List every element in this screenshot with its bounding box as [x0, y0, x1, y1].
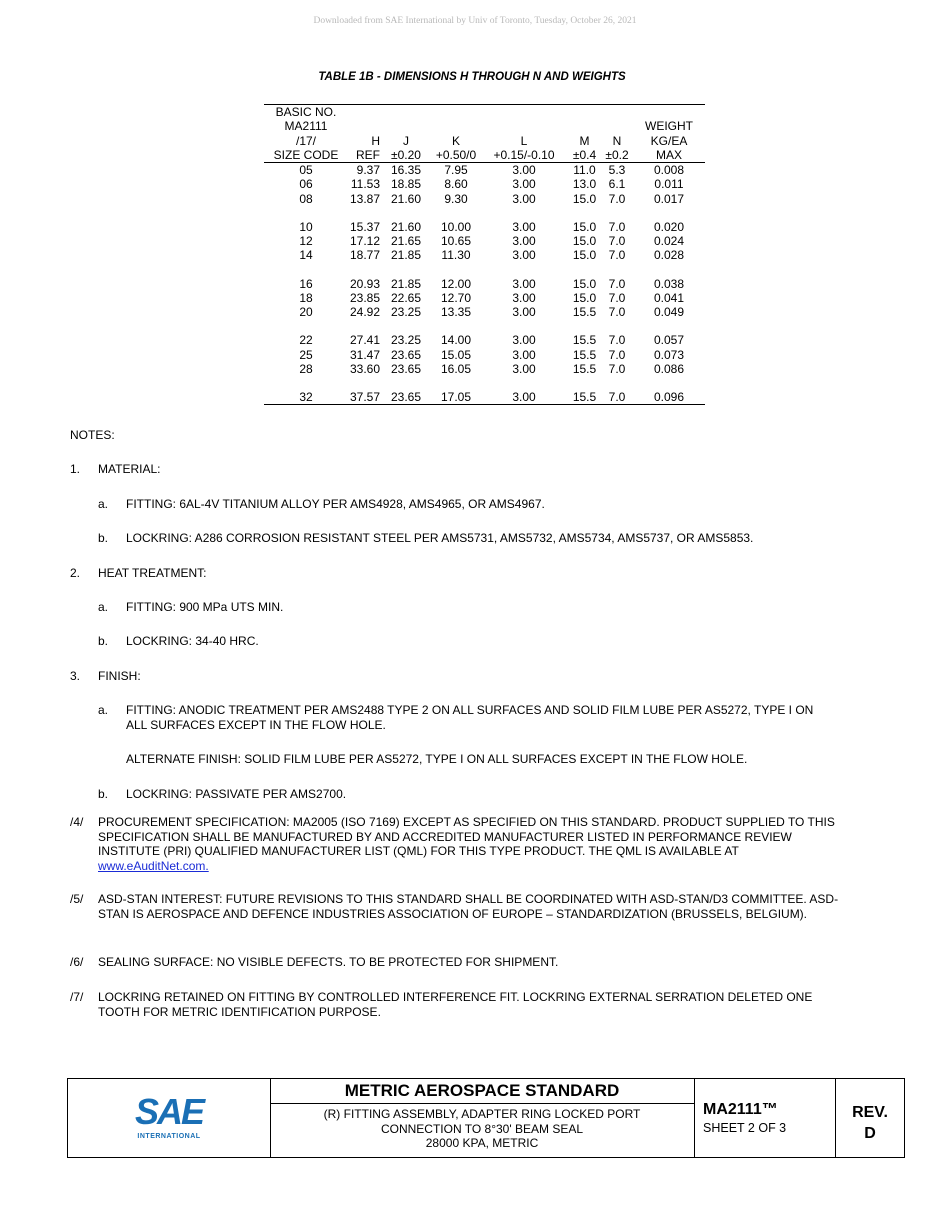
cell-m: 13.0 [572, 177, 597, 192]
table-title: TABLE 1B - DIMENSIONS H THROUGH N AND WEIGHTS [318, 71, 626, 83]
note-letter: a. [98, 703, 109, 717]
cell-size-code: 22 [299, 333, 313, 348]
note-letter: a. [98, 497, 109, 511]
cell-n: 7.0 [608, 361, 626, 376]
cell-n: 5.3 [608, 163, 626, 178]
cell-l: 3.00 [512, 248, 536, 263]
table-row [264, 163, 705, 178]
sheet-number: SHEET 2 OF 3 [703, 1121, 787, 1135]
eauditnet-link[interactable]: www.eAuditNet.com. [98, 858, 209, 873]
cell-size-code: 06 [299, 177, 313, 192]
cell-m: 15.5 [572, 389, 597, 404]
table-row [264, 248, 705, 262]
cell-m: 15.5 [572, 361, 597, 376]
note-text: FITTING: 900 MPa UTS MIN. [126, 600, 284, 614]
cell-size-code: 14 [299, 248, 313, 263]
cell-h: 23.85 [349, 290, 380, 305]
col-header-l-2: +0.15/-0.10 [480, 148, 568, 163]
cell-j: 21.65 [390, 234, 422, 249]
desc-line-2: CONNECTION TO 8°30' BEAM SEAL [380, 1121, 584, 1136]
cell-h: 15.37 [349, 219, 380, 234]
cell-m: 15.5 [572, 305, 597, 320]
cell-weight: 0.011 [654, 177, 684, 192]
document-number-cell [695, 1079, 836, 1157]
note-text: LOCKRING: PASSIVATE PER AMS2700. [126, 787, 347, 801]
cell-n: 7.0 [608, 248, 626, 263]
cell-l: 3.00 [512, 234, 536, 249]
cell-h: 9.37 [356, 163, 380, 178]
sae-logo [68, 1079, 270, 1157]
note-text: ALTERNATE FINISH: SOLID FILM LUBE PER AS5272, TYPE I ON ALL SURFACES EXCEPT IN THE FLOW HOLE. [126, 752, 748, 766]
cell-m: 15.0 [572, 248, 597, 263]
note-number: 3. [70, 669, 81, 683]
cell-j: 21.60 [390, 219, 422, 234]
cell-size-code: 25 [299, 347, 313, 362]
cell-weight: 0.096 [653, 389, 685, 404]
table-row [264, 192, 705, 206]
col-header-weight-3: MAX [633, 148, 705, 163]
note-text: PROCUREMENT SPECIFICATION: MA2005 (ISO 7169) EXCEPT AS SPECIFIED ON THIS STANDARD. PRODUCT SUPPLIED TO THIS SPECIFICATION SHALL BE MANUFACTURED BY AND ACCREDITED MANUFACTURER LISTED IN PERFORMANCE REVIEW INSTITUTE (PRI) QUALIFIED MANUFACTURER LIST (QML) FOR THIS TYPE PRODUCT. THE QML IS AVAILABLE AT [98, 815, 835, 858]
cell-h: 18.77 [349, 248, 380, 263]
cell-h: 37.57 [349, 389, 380, 404]
col-header-size-code-4: SIZE CODE [264, 148, 348, 163]
cell-h: 31.47 [349, 347, 380, 362]
cell-l: 3.00 [512, 219, 536, 234]
title-cell [270, 1079, 695, 1157]
cell-k: 14.00 [440, 333, 472, 348]
cell-m: 11.0 [573, 163, 596, 178]
note-text: LOCKRING: A286 CORROSION RESISTANT STEEL PER AMS5731, AMS5732, AMS5734, AMS5737, OR AMS5853. [126, 531, 754, 545]
sae-logo-text: SAE [134, 1091, 204, 1132]
cell-weight: 0.086 [653, 361, 685, 376]
title-block [67, 1078, 905, 1158]
cell-k: 16.05 [440, 361, 472, 376]
cell-m: 15.0 [572, 219, 597, 234]
sae-logo-cell [68, 1079, 271, 1157]
cell-size-code: 18 [299, 290, 313, 305]
cell-j: 21.85 [390, 248, 422, 263]
table-row [264, 362, 705, 376]
cell-j: 21.85 [390, 276, 422, 291]
cell-m: 15.0 [572, 234, 597, 249]
revision-cell [836, 1079, 904, 1157]
note-number: /7/ [70, 990, 84, 1004]
col-header-j-1: J [403, 133, 409, 148]
cell-weight: 0.049 [653, 305, 685, 320]
cell-j: 21.60 [390, 191, 422, 206]
cell-size-code: 32 [299, 389, 313, 404]
cell-h: 13.87 [349, 191, 380, 206]
cell-h: 17.12 [349, 234, 380, 249]
cell-weight: 0.041 [653, 290, 685, 305]
col-header-weight-1: WEIGHT [645, 119, 693, 134]
cell-h: 27.41 [349, 333, 380, 348]
note-text: FITTING: ANODIC TREATMENT PER AMS2488 TYPE 2 ON ALL SURFACES AND SOLID FILM LUBE PER AS5272, TYPE I ON ALL SURFACES EXCEPT IN THE FLOW HOLE. [126, 703, 814, 732]
cell-l: 3.00 [512, 305, 536, 320]
cell-j: 23.65 [390, 361, 422, 376]
cell-n: 7.0 [608, 389, 626, 404]
cell-k: 10.00 [440, 219, 472, 234]
cell-k: 17.05 [440, 389, 472, 404]
revision-value: D [864, 1125, 876, 1142]
cell-weight: 0.057 [653, 333, 685, 348]
col-header-weight-2: KG/EA [650, 133, 688, 148]
cell-l: 3.00 [512, 347, 536, 362]
table-row [264, 177, 705, 191]
document-number: MA2111™ [703, 1101, 778, 1118]
cell-l: 3.00 [512, 389, 536, 404]
cell-size-code: 08 [299, 191, 313, 206]
cell-m: 15.5 [572, 333, 597, 348]
col-header-n-2: ±0.2 [601, 148, 633, 163]
cell-weight: 0.017 [653, 191, 685, 206]
cell-h: 11.53 [350, 177, 380, 192]
col-header-h-2: REF [348, 148, 380, 163]
cell-weight: 0.020 [653, 219, 685, 234]
note-letter: b. [98, 531, 109, 545]
cell-h: 24.92 [349, 305, 380, 320]
cell-size-code: 16 [299, 276, 313, 291]
cell-l: 3.00 [512, 333, 536, 348]
cell-k: 12.70 [440, 290, 472, 305]
cell-size-code: 10 [299, 219, 313, 234]
table-row [264, 333, 705, 347]
cell-k: 12.00 [440, 276, 472, 291]
cell-l: 3.00 [512, 290, 536, 305]
note-letter: a. [98, 600, 109, 614]
note-text: HEAT TREATMENT: [98, 566, 207, 580]
col-header-m-1: M [579, 133, 590, 148]
dimensions-table [264, 104, 705, 405]
cell-n: 7.0 [608, 219, 626, 234]
note-letter: b. [98, 634, 109, 648]
cell-weight: 0.028 [653, 248, 685, 263]
cell-m: 15.0 [572, 191, 597, 206]
cell-size-code: 12 [299, 234, 313, 249]
col-header-n-1: N [612, 133, 622, 148]
cell-k: 15.05 [440, 347, 472, 362]
cell-m: 15.5 [572, 347, 597, 362]
cell-n: 7.0 [608, 347, 626, 362]
note-number: 1. [70, 462, 81, 476]
cell-l: 3.00 [512, 276, 536, 291]
cell-j: 16.35 [390, 163, 422, 178]
col-header-m-2: ±0.4 [568, 148, 601, 163]
col-header-j-2: ±0.20 [380, 148, 432, 163]
table-row [264, 220, 705, 234]
note-text: SEALING SURFACE: NO VISIBLE DEFECTS. TO BE PROTECTED FOR SHIPMENT. [98, 955, 559, 969]
table-row [264, 390, 705, 405]
cell-weight: 0.024 [653, 234, 685, 249]
cell-m: 15.0 [572, 290, 597, 305]
col-header-size-code-3: /17/ [295, 133, 316, 148]
cell-n: 7.0 [608, 305, 626, 320]
cell-l: 3.00 [512, 361, 536, 376]
note-text: FINISH: [98, 669, 141, 683]
cell-n: 7.0 [608, 234, 626, 249]
note-number: 2. [70, 566, 81, 580]
cell-h: 33.60 [349, 361, 380, 376]
cell-k: 7.95 [444, 163, 468, 178]
cell-n: 6.1 [608, 177, 626, 192]
desc-line-3: 28000 KPA, METRIC [425, 1136, 539, 1150]
standard-header: METRIC AEROSPACE STANDARD [270, 1079, 694, 1104]
col-header-size-code-2: MA2111 [284, 119, 328, 134]
col-header-k-2: +0.50/0 [432, 148, 480, 163]
col-header-h-1: H [371, 133, 380, 148]
download-banner: Downloaded from SAE International by Univ of Toronto, Tuesday, October 26, 2021 [313, 16, 637, 26]
cell-j: 23.25 [390, 333, 422, 348]
cell-j: 18.85 [390, 177, 422, 192]
cell-k: 9.30 [444, 191, 468, 206]
note-text: FITTING: 6AL-4V TITANIUM ALLOY PER AMS4928, AMS4965, OR AMS4967. [126, 497, 545, 511]
revision-label: REV. [852, 1104, 888, 1121]
note-text: MATERIAL: [98, 462, 161, 476]
cell-k: 13.35 [440, 305, 472, 320]
cell-n: 7.0 [608, 191, 626, 206]
cell-size-code: 05 [299, 163, 313, 178]
cell-h: 20.93 [349, 276, 380, 291]
notes-heading: NOTES: [70, 428, 115, 442]
cell-size-code: 28 [299, 361, 313, 376]
table-row [264, 305, 705, 319]
note-number: /5/ [70, 892, 84, 906]
col-header-l-1: L [520, 133, 528, 148]
cell-j: 22.65 [390, 290, 422, 305]
cell-k: 10.65 [440, 234, 472, 249]
col-header-k-1: K [451, 133, 460, 148]
standard-description [270, 1104, 694, 1151]
note-text: ASD-STAN INTEREST: FUTURE REVISIONS TO THIS STANDARD SHALL BE COORDINATED WITH ASD-STAN/D3 COMMITTEE. ASD-STAN IS AEROSPACE AND DEFENCE INDUSTRIES ASSOCIATION OF EUROPE – STANDARDIZATION (BRUSSELS, BELGIUM). [98, 892, 839, 921]
sae-logo-subtext: INTERNATIONAL [137, 1133, 201, 1140]
cell-n: 7.0 [608, 333, 626, 348]
cell-k: 8.60 [444, 177, 468, 192]
cell-n: 7.0 [608, 276, 626, 291]
cell-k: 11.30 [441, 248, 471, 263]
table-row [264, 277, 705, 291]
cell-l: 3.00 [512, 191, 536, 206]
cell-n: 7.0 [608, 290, 626, 305]
table-row [264, 234, 705, 248]
note-text: LOCKRING RETAINED ON FITTING BY CONTROLLED INTERFERENCE FIT. LOCKRING EXTERNAL SERRATION DELETED ONE TOOTH FOR METRIC IDENTIFICATION PURPOSE. [98, 990, 813, 1019]
col-header-size-code-1: BASIC NO. [275, 105, 337, 119]
cell-j: 23.25 [390, 305, 422, 320]
cell-l: 3.00 [512, 163, 536, 178]
cell-m: 15.0 [572, 276, 597, 291]
note-number: /4/ [70, 815, 84, 829]
table-row [264, 291, 705, 305]
cell-size-code: 20 [299, 305, 313, 320]
desc-line-1: (R) FITTING ASSEMBLY, ADAPTER RING LOCKED PORT [323, 1107, 641, 1121]
cell-l: 3.00 [512, 177, 536, 192]
cell-weight: 0.008 [653, 163, 685, 178]
table-row [264, 348, 705, 362]
note-text: LOCKRING: 34-40 HRC. [126, 634, 259, 648]
cell-j: 23.65 [390, 347, 422, 362]
note-number: /6/ [70, 955, 84, 969]
cell-weight: 0.073 [653, 347, 685, 362]
note-letter: b. [98, 787, 109, 801]
cell-weight: 0.038 [653, 276, 685, 291]
cell-j: 23.65 [390, 389, 422, 404]
